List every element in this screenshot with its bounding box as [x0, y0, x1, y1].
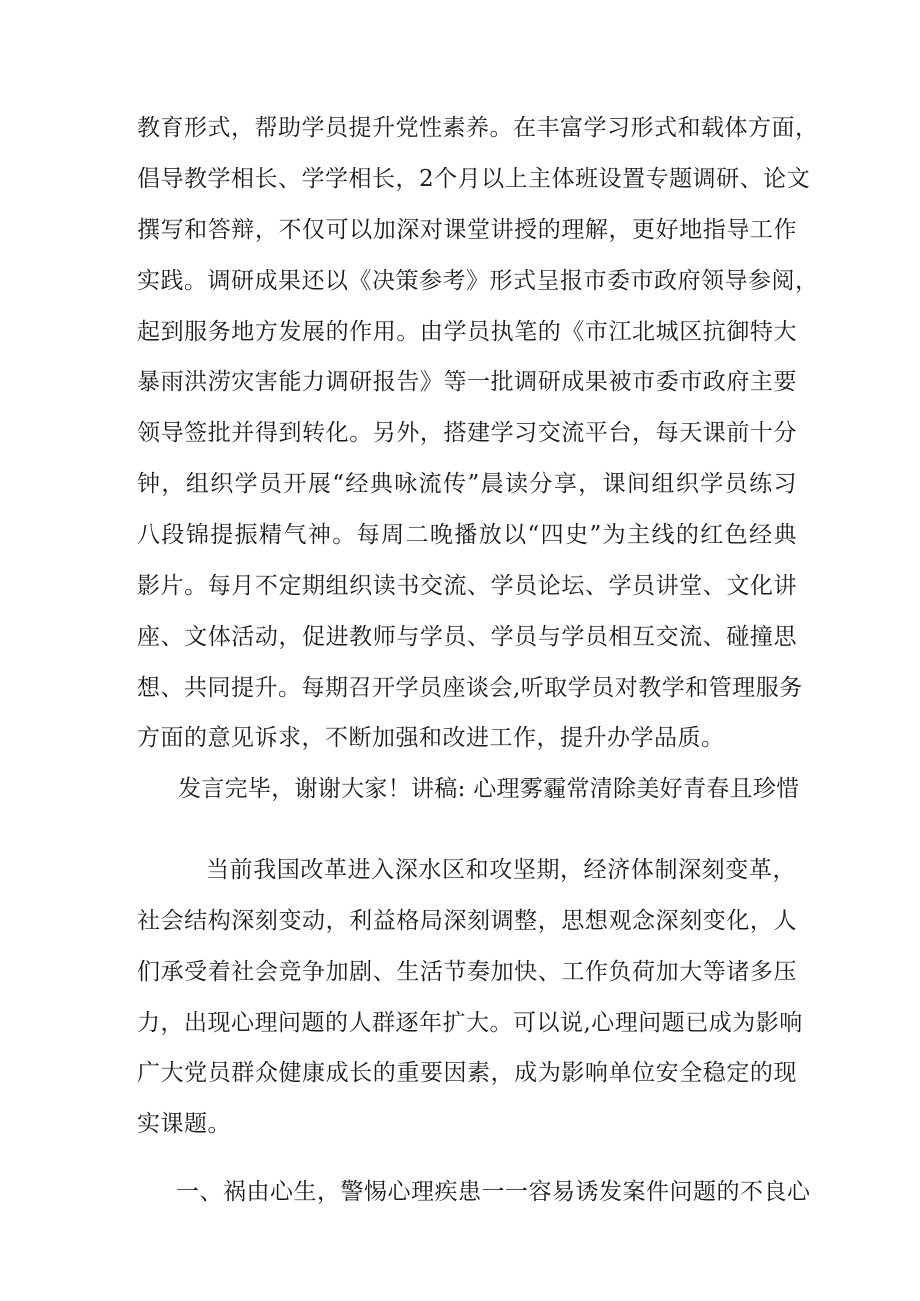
- closing-line: 发言完毕，谢谢大家！讲稿: 心理雾霾常清除美好青春且珍惜: [178, 776, 800, 802]
- text-line: 倡导教学相长、学学相长，2个月以上主体班设置专题调研、论文: [137, 166, 811, 192]
- text-line: 想、共同提升。每期召开学员座谈会,听取学员对教学和管理服务: [137, 675, 803, 701]
- text-line: 们承受着社会竞争加剧、生活节奏加快、工作负荷加大等诸多压: [137, 959, 797, 985]
- text-line: 当前我国改革进入深水区和攻坚期，经济体制深刻变革，: [206, 857, 796, 883]
- text-line: 教育形式，帮助学员提升党性素养。在丰富学习形式和载体方面，: [137, 115, 819, 141]
- text-line: 钟，组织学员开展“经典咏流传”晨读分享，课间组织学员练习: [137, 471, 797, 497]
- text-line: 社会结构深刻变动，利益格局深刻调整，思想观念深刻变化，人: [137, 908, 797, 934]
- text-line: 暴雨洪涝灾害能力调研报告》等一批调研成果被市委市政府主要: [137, 369, 797, 395]
- text-line: 领导签批并得到转化。另外，搭建学习交流平台，每天课前十分: [137, 420, 797, 446]
- text-line: 影片。每月不定期组织读书交流、学员论坛、学员讲堂、文化讲: [137, 573, 797, 599]
- section-heading: 一、祸由心生，警惕心理疾患一一容易诱发案件问题的不良心: [176, 1179, 811, 1205]
- text-line: 撰写和答辩，不仅可以加深对课堂讲授的理解，更好地指导工作: [137, 217, 797, 243]
- text-line: 广大党员群众健康成长的重要因素，成为影响单位安全稳定的现: [137, 1060, 797, 1086]
- text-line: 八段锦提振精气神。每周二晚播放以“四史”为主线的红色经典: [137, 522, 797, 548]
- text-line: 起到服务地方发展的作用。由学员执笔的《市江北城区抗御特大: [137, 319, 797, 345]
- text-line: 方面的意见诉求，不断加强和改进工作，提升办学品质。: [137, 725, 725, 751]
- text-line: 座、文体活动，促进教师与学员、学员与学员相互交流、碰撞思: [137, 624, 797, 650]
- text-line: 力，出现心理问题的人群逐年扩大。可以说,心理问题已成为影响: [137, 1010, 803, 1036]
- text-line: 实课题。: [137, 1111, 231, 1137]
- text-line: 实践。调研成果还以《决策参考》形式呈报市委市政府领导参阅，: [137, 268, 819, 294]
